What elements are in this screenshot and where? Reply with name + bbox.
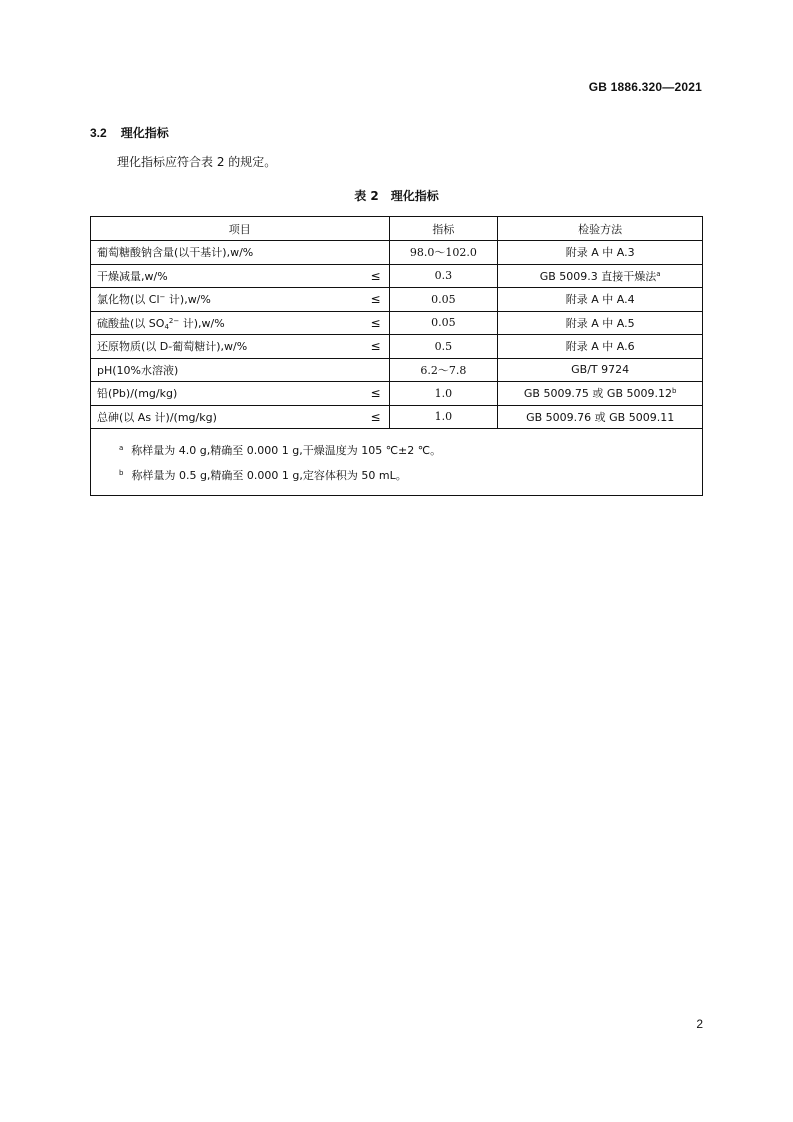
- item-text: 总砷(以 As 计)/(mg/kg): [97, 410, 217, 424]
- item-text-post: 计),w/%: [179, 316, 225, 330]
- leq-symbol: ≤: [370, 315, 381, 330]
- section-title: 理化指标: [120, 126, 169, 140]
- table-row: [91, 288, 703, 312]
- table-row: [91, 311, 703, 335]
- item-cell: [91, 264, 390, 288]
- table-title: 理化指标: [390, 189, 439, 203]
- section-number: 3.2: [90, 126, 107, 140]
- header-limit: 指标: [389, 217, 498, 241]
- method-cell: 附录 A 中 A.3: [498, 241, 703, 265]
- limit-cell: 0.05: [389, 311, 498, 335]
- leq-symbol: ≤: [370, 292, 381, 307]
- item-superscript: 2−: [168, 316, 180, 325]
- limit-cell: 1.0: [389, 405, 498, 429]
- method-cell: [498, 382, 703, 406]
- page-number: 2: [696, 1017, 703, 1031]
- footnote-marker: b: [671, 387, 677, 396]
- item-text: 干燥减量,w/%: [97, 269, 168, 283]
- item-cell: [91, 405, 390, 429]
- limit-cell: 0.05: [389, 288, 498, 312]
- item-text-pre: 硫酸盐(以 SO: [97, 316, 165, 330]
- table-caption: [0, 187, 793, 204]
- item-subscript: 4: [164, 322, 169, 331]
- limit-cell: 1.0: [389, 382, 498, 406]
- header-item: 项目: [91, 217, 390, 241]
- method-cell: [498, 264, 703, 288]
- leq-symbol: ≤: [370, 339, 381, 354]
- method-cell: 附录 A 中 A.6: [498, 335, 703, 359]
- item-text: 还原物质(以 D-葡萄糖计),w/%: [97, 340, 248, 354]
- item-cell: [91, 358, 390, 382]
- item-text: 葡萄糖酸钠含量(以干基计),w/%: [97, 246, 254, 260]
- table-row: [91, 358, 703, 382]
- item-superscript: −: [159, 293, 166, 302]
- item-text: 铅(Pb)/(mg/kg): [97, 387, 178, 401]
- item-cell: [91, 288, 390, 312]
- footnote-text: 称样量为 4.0 g,精确至 0.000 1 g,干燥温度为 105 ℃±2 ℃。: [131, 444, 442, 457]
- method-cell: GB/T 9724: [498, 358, 703, 382]
- table-row: [91, 382, 703, 406]
- method-cell: 附录 A 中 A.5: [498, 311, 703, 335]
- table-header-row: [91, 217, 703, 241]
- document-code: GB 1886.320—2021: [588, 80, 702, 94]
- item-cell: [91, 335, 390, 359]
- limit-cell: 98.0～102.0: [389, 241, 498, 265]
- method-text: GB 5009.3 直接干燥法: [539, 269, 657, 283]
- footnote: [119, 437, 692, 462]
- item-cell: [91, 241, 390, 265]
- footnote-mark: b: [119, 469, 124, 477]
- section-heading: [90, 124, 169, 141]
- limit-cell: 0.5: [389, 335, 498, 359]
- method-cell: 附录 A 中 A.4: [498, 288, 703, 312]
- footnote-mark: a: [119, 444, 124, 452]
- limit-cell: 6.2～7.8: [389, 358, 498, 382]
- method-cell: GB 5009.76 或 GB 5009.11: [498, 405, 703, 429]
- footnote-marker: a: [656, 269, 661, 278]
- limit-cell: 0.3: [389, 264, 498, 288]
- item-text: pH(10%水溶液): [97, 363, 179, 377]
- footnote-text: 称样量为 0.5 g,精确至 0.000 1 g,定容体积为 50 mL。: [131, 469, 407, 482]
- intro-paragraph: 理化指标应符合表 2 的规定。: [117, 155, 277, 169]
- item-text-pre: 氯化物(以 Cl: [97, 293, 160, 307]
- spec-table: [90, 216, 703, 496]
- table-row: [91, 241, 703, 265]
- method-text: GB 5009.75 或 GB 5009.12: [523, 387, 672, 401]
- table-number: 表 2: [354, 189, 379, 203]
- footnotes-cell: [91, 429, 703, 496]
- table-row: [91, 264, 703, 288]
- table-row: [91, 405, 703, 429]
- item-cell: [91, 311, 390, 335]
- header-method: 检验方法: [498, 217, 703, 241]
- footnote-row: [91, 429, 703, 496]
- item-cell: [91, 382, 390, 406]
- leq-symbol: ≤: [370, 386, 381, 401]
- footnote: [119, 462, 692, 487]
- leq-symbol: ≤: [370, 268, 381, 283]
- item-text-post: 计),w/%: [165, 293, 211, 307]
- table-row: [91, 335, 703, 359]
- leq-symbol: ≤: [370, 409, 381, 424]
